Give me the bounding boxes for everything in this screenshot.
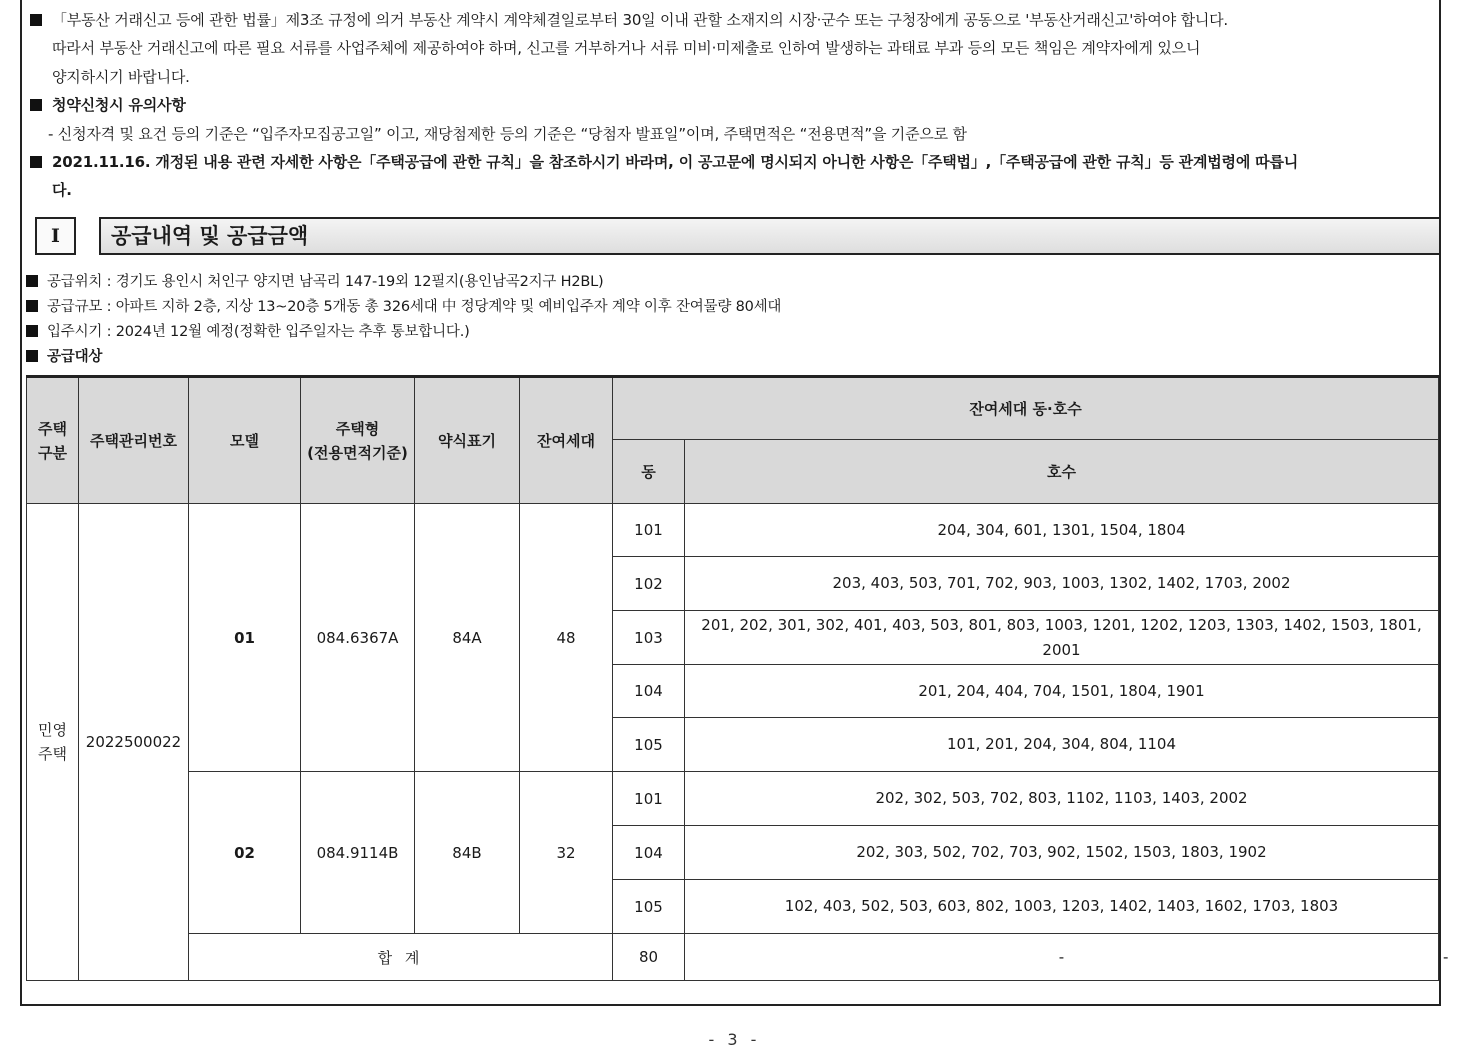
- cell-total-remaining: 80: [613, 934, 685, 981]
- cell-dong: 104: [613, 665, 685, 718]
- cell-ho: 203, 403, 503, 701, 702, 903, 1003, 1302, 1402, 1703, 2002: [685, 557, 1439, 611]
- square-bullet-icon: [30, 99, 42, 111]
- cell-ho: 202, 303, 502, 702, 703, 902, 1502, 1503, 1803, 1902: [685, 826, 1439, 880]
- cell-ho: 204, 304, 601, 1301, 1504, 1804: [685, 504, 1439, 557]
- header-remaining: 잔여세대: [520, 377, 613, 504]
- cell-ho: 102, 403, 502, 503, 603, 802, 1003, 1203, 1402, 1403, 1602, 1703, 1803: [685, 880, 1439, 934]
- section-title: 공급내역 및 공급금액: [99, 217, 1441, 255]
- cell-ho: 202, 302, 503, 702, 803, 1102, 1103, 1403, 2002: [685, 772, 1439, 826]
- cell-abbr: 84A: [415, 504, 520, 772]
- cell-dong: 102: [613, 557, 685, 611]
- notice-revision-2: 다.: [52, 181, 72, 199]
- header-ho: 호수: [685, 440, 1439, 504]
- square-bullet-icon: [26, 350, 38, 362]
- notice-heading: 청약신청시 유의사항: [30, 91, 186, 119]
- cell-total-label: 합 계: [189, 934, 613, 981]
- cell-model: 02: [189, 772, 301, 934]
- notice-line-3: 양지하시기 바랍니다.: [52, 68, 190, 86]
- table-row: [27, 504, 1439, 557]
- cell-house-type: 민영 주택: [27, 504, 79, 981]
- cell-dong: 101: [613, 772, 685, 826]
- cell-remaining: 48: [520, 504, 613, 772]
- square-bullet-icon: [26, 325, 38, 337]
- header-house-type: 주택 구분: [27, 377, 79, 504]
- header-dong: 동: [613, 440, 685, 504]
- cell-dong: 103: [613, 611, 685, 665]
- cell-model: 01: [189, 504, 301, 772]
- cell-dong: 105: [613, 880, 685, 934]
- square-bullet-icon: [26, 275, 38, 287]
- header-units-group: 잔여세대 동·호수: [613, 377, 1439, 440]
- header-model: 모델: [189, 377, 301, 504]
- cell-mgmt-no: 2022500022: [79, 504, 189, 981]
- header-abbr: 약식표기: [415, 377, 520, 504]
- cell-ho: 201, 202, 301, 302, 401, 403, 503, 801, 803, 1003, 1201, 1202, 1203, 1303, 1402, 1503, 1801, 2001: [685, 611, 1439, 665]
- header-housing-type: 주택형 (전용면적기준): [301, 377, 415, 504]
- table-row: [27, 772, 1439, 826]
- cell-ho: 101, 201, 204, 304, 804, 1104: [685, 718, 1439, 772]
- square-bullet-icon: [30, 156, 42, 168]
- info-location: 공급위치 : 경기도 용인시 처인구 양지면 남곡리 147-19외 12필지(용인남곡2지구 H2BL): [26, 270, 603, 291]
- cell-housing-type: 084.9114B: [301, 772, 415, 934]
- square-bullet-icon: [26, 300, 38, 312]
- cell-housing-type: 084.6367A: [301, 504, 415, 772]
- notice-revision-1: 2021.11.16. 개정된 내용 관련 자세한 사항은「주택공급에 관한 규칙」을 참조하시기 바라며, 이 공고문에 명시되지 아니한 사항은「주택법」,「주택공급에 관한 규칙」등 관계법령에 따릅니: [30, 148, 1298, 176]
- cell-dong: 104: [613, 826, 685, 880]
- supply-table: [26, 375, 1449, 981]
- info-movein: 입주시기 : 2024년 12월 예정(정확한 입주일자는 추후 통보합니다.): [26, 320, 470, 341]
- cell-abbr: 84B: [415, 772, 520, 934]
- info-scale: 공급규모 : 아파트 지하 2층, 지상 13~20층 5개동 총 326세대 中 정당계약 및 예비입주자 계약 이후 잔여물량 80세대: [26, 295, 781, 316]
- section-number: I: [35, 217, 76, 255]
- notice-line-1: 「부동산 거래신고 등에 관한 법률」제3조 규정에 의거 부동산 계약시 계약체결일로부터 30일 이내 관할 소재지의 시장·군수 또는 구청장에게 공동으로 '부동산거래신고'하여야 합니다.: [30, 6, 1228, 34]
- cell-remaining: 32: [520, 772, 613, 934]
- cell-total-dong: -: [685, 934, 1439, 981]
- notice-line-2: 따라서 부동산 거래신고에 따른 필요 서류를 사업주체에 제공하여야 하며, 신고를 거부하거나 서류 미비·미제출로 인하여 발생하는 과태료 부과 등의 모든 책임은 계약자에게 있으니: [52, 39, 1201, 57]
- info-target: 공급대상: [26, 345, 102, 366]
- page-number: - 3 -: [708, 1030, 761, 1049]
- table-row-total: 합 계 80 - -: [27, 934, 1439, 981]
- cell-ho: 201, 204, 404, 704, 1501, 1804, 1901: [685, 665, 1439, 718]
- square-bullet-icon: [30, 14, 42, 26]
- cell-dong: 105: [613, 718, 685, 772]
- cell-dong: 101: [613, 504, 685, 557]
- header-mgmt-no: 주택관리번호: [79, 377, 189, 504]
- notice-sub: - 신청자격 및 요건 등의 기준은 “입주자모집공고일” 이고, 재당첨제한 등의 기준은 “당첨자 발표일”이며, 주택면적은 “전용면적”을 기준으로 함: [48, 125, 967, 143]
